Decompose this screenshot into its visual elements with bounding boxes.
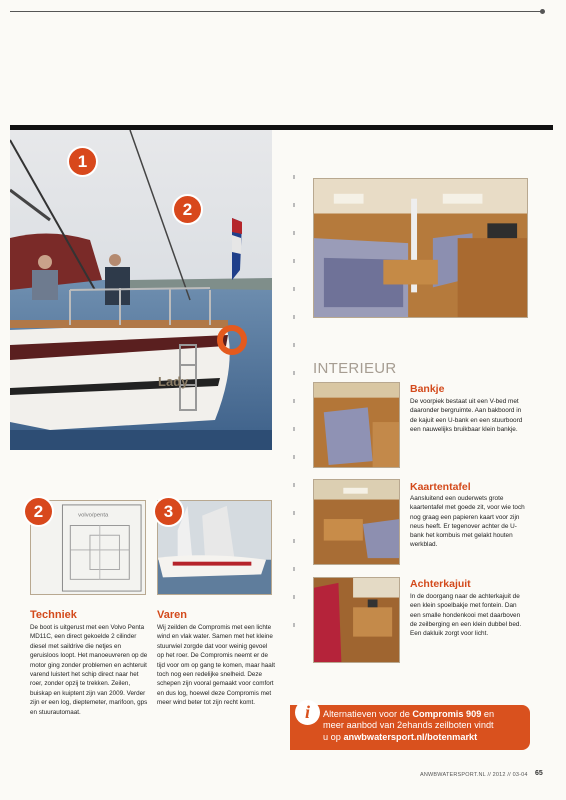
- kaartentafel-photo: [313, 479, 400, 565]
- kaartentafel-text: Aansluitend een ouderwets grote kaartentafel met goede zit, voor wie toch nog graag een papieren kaart voor zijn neus heeft. Er tegenover achter de U-bank het kombuis met gelakt houten werkblad.: [410, 495, 525, 549]
- svg-text:Lady: Lady: [158, 374, 189, 389]
- marker-1-icon: 1: [69, 148, 96, 175]
- marker-3-icon: 3: [155, 498, 182, 525]
- sailing-photo: [10, 130, 272, 450]
- bankje-photo: [313, 382, 400, 468]
- banner-line1-bold: Compromis 909: [412, 709, 482, 719]
- top-rule-dot: [540, 9, 545, 14]
- techniek-title: Techniek: [30, 609, 77, 621]
- marker-2b-icon: 2: [25, 498, 52, 525]
- bankje-title: Bankje: [410, 383, 445, 395]
- varen-text: Wij zeilden de Compromis met een lichte wind en vlak water. Samen met het kleine stuurwiel zorgde dat voor weinig gevoel op het roer. De Compromis neemt er de tijd voor om op gang te komen, maar haalt toch nog een redelijke snelheid. Deze schepen zijn vooral gemaakt voor comfort en dus log, hoewel deze Compromis met meer wind beter tot zijn recht komt.: [157, 624, 275, 707]
- banner-line3-pre: u op: [323, 731, 344, 742]
- top-rule: [10, 11, 542, 12]
- varen-title: Varen: [157, 609, 187, 621]
- interieur-heading: INTERIEUR: [313, 360, 397, 377]
- footer-text: ANWBWATERSPORT.NL // 2012 // 03-04: [420, 772, 528, 778]
- banner-line2: meer aanbod van 2ehands zeilboten vindt: [323, 720, 494, 731]
- kaartentafel-title: Kaartentafel: [410, 481, 471, 493]
- bankje-text: De voorpiek bestaat uit een V-bed met daaronder bergruimte. Aan bakboord in de kajuit een U-bank en een stuurboord een nauwelijks bruikbaar klein bankje.: [410, 398, 523, 433]
- banner-text[interactable]: [323, 709, 528, 743]
- achterkajuit-photo: [313, 577, 400, 663]
- column-divider: [292, 175, 295, 675]
- page-number: 65: [535, 770, 543, 777]
- achterkajuit-text: In de doorgang naar de achterkajuit de een klein spoelbakje met fontein. Dan een smalle hondenkooi met daarboven de zeilberging en een klein dubbel bed. Een dakluik zorgt voor licht.: [410, 593, 522, 638]
- marker-2-icon: 2: [174, 196, 201, 223]
- banner-line1-post: en: [481, 709, 495, 719]
- engine-label: volvo/penta: [78, 512, 109, 519]
- banner-link[interactable]: anwbwatersport.nl/botenmarkt: [343, 731, 478, 742]
- banner-line1-pre: Alternatieven voor de: [323, 709, 413, 719]
- techniek-text: De boot is uitgerust met een Volvo Penta MD11C, een direct gekoelde 2 cilinder diesel met saildrive die netjes en geruisloos loopt. Het manoeuvreren op de motor ging zonder problemen en achteruit varend luistert het schip direct naar het roer, zonder opzij te trekken. Zeilen, buiskap en kuiptent zijn van 2009. Verder zijn er een log, dieptemeter, marifoon, gps en stuurautomaat.: [30, 624, 148, 716]
- interior-main-photo: [313, 178, 528, 318]
- achterkajuit-title: Achterkajuit: [410, 578, 471, 590]
- info-icon: i: [295, 700, 320, 725]
